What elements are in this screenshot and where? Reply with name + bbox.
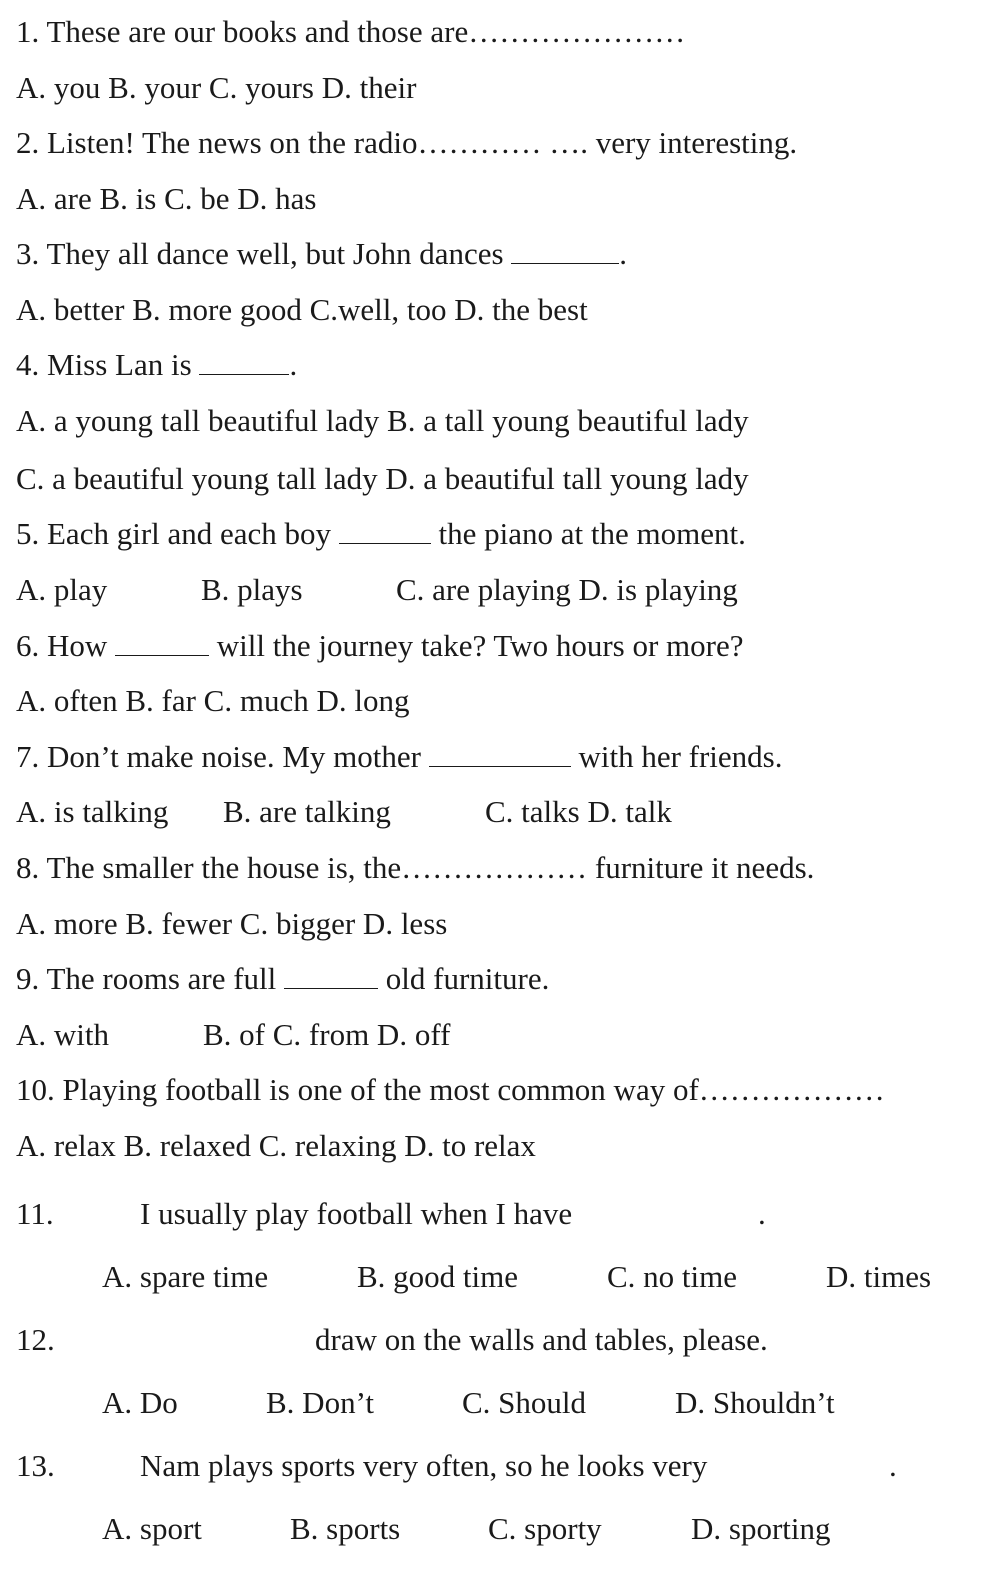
question-6-text-end: will the journey take? Two hours or more? [209, 628, 744, 663]
question-text: Nam plays sports very often, so he looks very [140, 1448, 708, 1483]
question-3 [16, 238, 627, 269]
option-a: A. with [16, 1017, 109, 1052]
question-6 [16, 630, 743, 661]
question-12-option-d [675, 1387, 835, 1418]
question-4-options-line-2 [16, 463, 749, 494]
question-7-option-cd [485, 796, 672, 827]
question-number: 12. [16, 1322, 55, 1357]
question-13-number [16, 1450, 55, 1481]
question-7-text-end: with her friends. [570, 739, 783, 774]
question-number: 11. [16, 1196, 54, 1231]
question-13-option-b [290, 1513, 400, 1544]
question-9-option-a [16, 1019, 109, 1050]
question-2-option-line: A. are B. is C. be D. has [16, 181, 317, 216]
option-c: C. Should [462, 1385, 587, 1420]
question-12-option-a [102, 1387, 178, 1418]
option-a: A. Do [102, 1385, 178, 1420]
question-7-option-a [16, 796, 168, 827]
option-d: D. times [826, 1259, 932, 1294]
question-12-number [16, 1324, 55, 1355]
question-4-option-line: C. a beautiful young tall lady D. a beautiful tall young lady [16, 461, 749, 496]
question-11-text [140, 1198, 572, 1229]
option-b: B. sports [290, 1511, 401, 1546]
question-12-text [315, 1324, 768, 1355]
question-11-option-b [357, 1261, 518, 1292]
question-5-option-a [16, 574, 107, 605]
question-2 [16, 127, 797, 158]
question-6-option-line: A. often B. far C. much D. long [16, 683, 410, 718]
question-4-option-line: A. a young tall beautiful lady B. a tall young beautiful lady [16, 403, 749, 438]
question-5-option-b [201, 574, 303, 605]
question-4-text-end: . [289, 347, 298, 382]
question-7 [16, 741, 782, 772]
option-b: B. Don’t [266, 1385, 374, 1420]
question-11-option-a [102, 1261, 268, 1292]
question-12-option-b [266, 1387, 374, 1418]
question-5-text-start: 5. Each girl and each boy [16, 516, 339, 551]
question-10 [16, 1074, 885, 1105]
question-9-text-end: old furniture. [378, 961, 550, 996]
option-c-d: C. talks D. talk [485, 794, 672, 829]
question-13-option-a [102, 1513, 202, 1544]
question-5-option-cd [396, 574, 738, 605]
question-4-text-start: 4. Miss Lan is [16, 347, 200, 382]
question-6-options [16, 685, 409, 716]
option-c-d: C. are playing D. is playing [396, 572, 738, 607]
question-1-options [16, 72, 416, 103]
option-c: C. no time [607, 1259, 738, 1294]
question-8 [16, 852, 814, 883]
option-a: A. sport [102, 1511, 202, 1546]
question-9-option-bcd [203, 1019, 450, 1050]
answer-blank[interactable] [284, 963, 378, 989]
question-text: I usually play football when I have [140, 1196, 573, 1231]
answer-blank[interactable] [429, 741, 571, 767]
question-end-mark: . [889, 1448, 897, 1483]
question-8-option-line: A. more B. fewer C. bigger D. less [16, 906, 448, 941]
question-3-options [16, 294, 588, 325]
option-a: A. is talking [16, 794, 169, 829]
question-11-option-d [826, 1261, 931, 1292]
question-4-options-line-1 [16, 405, 749, 436]
question-9 [16, 963, 549, 994]
question-4 [16, 349, 297, 380]
answer-blank[interactable] [115, 630, 209, 656]
question-5 [16, 518, 746, 549]
question-3-option-line: A. better B. more good C.well, too D. the best [16, 292, 588, 327]
question-7-text-start: 7. Don’t make noise. My mother [16, 739, 429, 774]
question-10-text: 10. Playing football is one of the most common way of……………… [16, 1072, 885, 1107]
question-8-text: 8. The smaller the house is, the……………… furniture it needs. [16, 850, 815, 885]
answer-blank[interactable] [511, 238, 619, 264]
question-3-text-start: 3. They all dance well, but John dances [16, 236, 512, 271]
question-11-end [758, 1198, 766, 1229]
option-c: C. sporty [488, 1511, 602, 1546]
option-b-c-d: B. of C. from D. off [203, 1017, 451, 1052]
question-2-options [16, 183, 316, 214]
question-3-text-end: . [619, 236, 628, 271]
question-9-text-start: 9. The rooms are full [16, 961, 285, 996]
question-6-text-start: 6. How [16, 628, 116, 663]
question-end-mark: . [758, 1196, 766, 1231]
option-b: B. are talking [223, 794, 391, 829]
question-11-option-c [607, 1261, 737, 1292]
question-13-text [140, 1450, 707, 1481]
question-13-end [889, 1450, 897, 1481]
answer-blank[interactable] [339, 518, 431, 544]
question-number: 13. [16, 1448, 55, 1483]
option-b: B. plays [201, 572, 303, 607]
question-10-option-line: A. relax B. relaxed C. relaxing D. to relax [16, 1128, 536, 1163]
question-1-option-line: A. you B. your C. yours D. their [16, 70, 417, 105]
question-5-text-end: the piano at the moment. [430, 516, 746, 551]
question-2-text: 2. Listen! The news on the radio………… …. very interesting. [16, 125, 798, 160]
question-10-options [16, 1130, 536, 1161]
question-11-number [16, 1198, 54, 1229]
question-7-option-b [223, 796, 391, 827]
question-13-option-c [488, 1513, 602, 1544]
option-d: D. sporting [691, 1511, 831, 1546]
question-12-option-c [462, 1387, 586, 1418]
answer-blank[interactable] [199, 349, 289, 375]
option-b: B. good time [357, 1259, 519, 1294]
option-d: D. Shouldn’t [675, 1385, 835, 1420]
question-1-text: 1. These are our books and those are………………… [16, 14, 686, 49]
question-13-option-d [691, 1513, 831, 1544]
question-text: draw on the walls and tables, please. [315, 1322, 768, 1357]
option-a: A. spare time [102, 1259, 269, 1294]
question-1 [16, 16, 685, 47]
option-a: A. play [16, 572, 108, 607]
question-8-options [16, 908, 447, 939]
